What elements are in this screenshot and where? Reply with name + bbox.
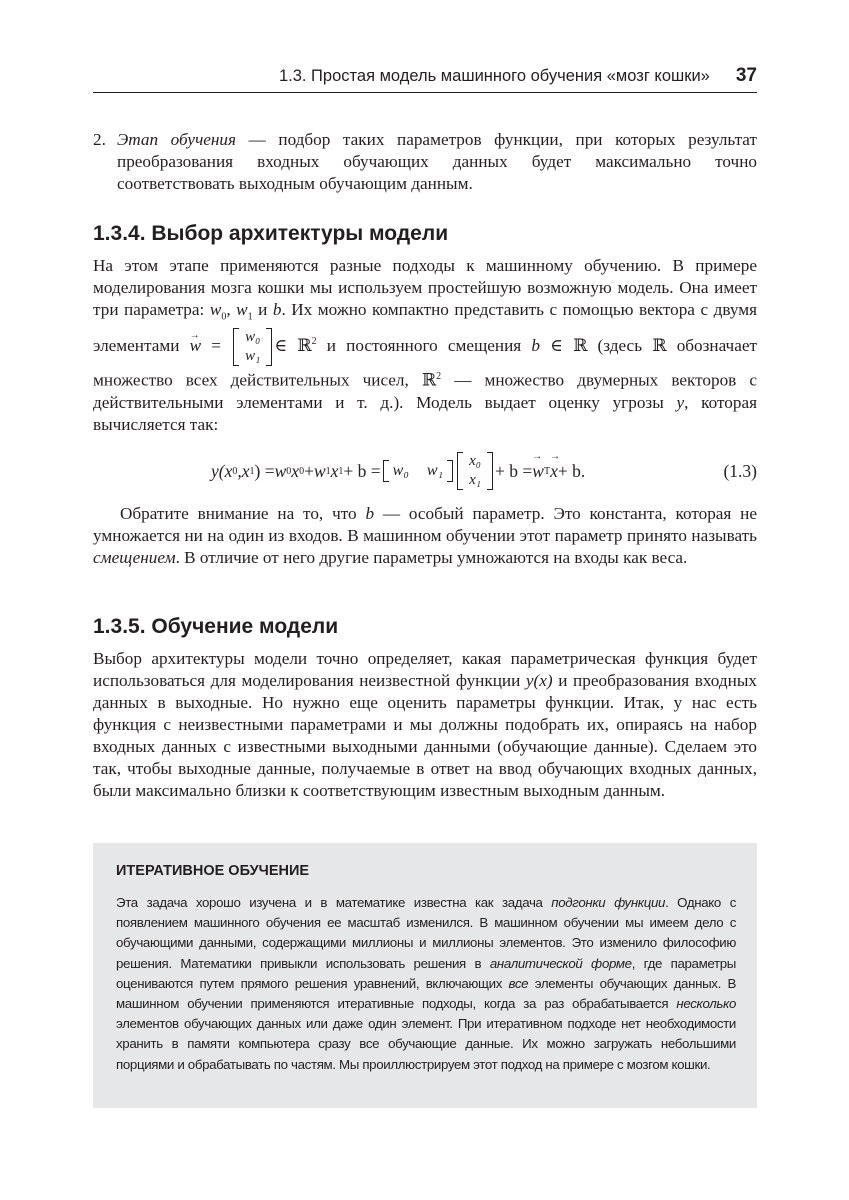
- section-heading-1-3-4: 1.3.4. Выбор архитектуры модели: [93, 222, 449, 245]
- text: ,: [226, 300, 237, 319]
- paragraph-training: [93, 648, 757, 802]
- entry: w₁: [245, 348, 261, 365]
- paragraph-bias: [93, 503, 757, 569]
- eq-sub: 0: [286, 465, 292, 477]
- text: и постоянного смещения: [316, 336, 532, 356]
- eq-part: x: [291, 460, 300, 481]
- eq-part: +: [304, 460, 314, 481]
- eq-sub: 0: [232, 465, 238, 477]
- math-b: b: [531, 336, 540, 356]
- entry: w₀: [245, 329, 261, 346]
- text: элементов обучающих данных или даже один элемент. При итеративном подходе нет необходимости хранить в памяти компьютера сразу все обучающие данные. Их можно загружать небольшими порциями и обрабатывать по частям. Мы проиллюстрируем этот подход на примере с мозгом кошки.: [116, 1016, 736, 1072]
- emphasis: подгонки функции: [551, 895, 666, 910]
- text: элементы обучающих данных. В машинном обучении применяются итеративные подходы, когда за раз обрабатывается: [116, 975, 736, 1012]
- entry: w₁: [426, 462, 444, 479]
- math-b: b: [365, 504, 375, 523]
- eq-part: w: [313, 460, 326, 481]
- math-y: y: [676, 393, 685, 413]
- entry: x₁: [469, 472, 482, 488]
- text: ∈ ℝ: [274, 336, 312, 356]
- eq-part: ,x: [237, 460, 250, 481]
- vector-w: → w: [190, 335, 201, 357]
- eq-sub: 1: [338, 465, 344, 477]
- text: , где параметры оцениваются путем прямого решения уравнений, включающих: [116, 955, 736, 991]
- text: На этом этапе применяются разные подходы к машинному обучению. В примере моделирования мозга кошки мы используем простейшую возможную модель. Она имеет три параметра:: [93, 256, 757, 319]
- text: . В отличие от него другие параметры умножаются на входы как веса.: [175, 548, 688, 567]
- section-heading-1-3-5: 1.3.5. Обучение модели: [93, 615, 339, 638]
- paragraph-architecture: [93, 255, 757, 436]
- eq-part: w: [274, 460, 287, 481]
- text: и преобразования входных данных в выходные. Но нужно еще оценить параметры функции. Итак, у нас есть функция с неизвестными параметрами и мы должны подобрать их, опираясь на набор входных данных с известными выходными данными (обучающие данные). Сделаем это так, чтобы выходные данные, получаемые в ответ на ввод обучающих входных данных, были максимально близки к соответствующим известным выходным данным.: [93, 671, 757, 800]
- eq-part: + b.: [557, 460, 586, 481]
- math-b: b: [272, 300, 282, 319]
- text: и: [252, 300, 273, 319]
- emphasis: аналитической форме: [489, 955, 632, 971]
- emphasis: несколько: [676, 996, 736, 1012]
- eq-part: → x: [550, 461, 558, 482]
- eq-part: ) =: [254, 460, 275, 481]
- item-text: — подбор таких параметров функции, при которых результат преобразования входных обучающих данных будет максимально точно соответствовать выходным обучающим данным.: [117, 130, 758, 193]
- eq-sub: 0: [299, 465, 305, 477]
- entry: x₀: [469, 453, 482, 469]
- math-w: w: [236, 300, 248, 319]
- row-vector-w: [383, 460, 453, 482]
- sidebar-text: [116, 893, 736, 1075]
- eq-sup: T: [543, 465, 551, 477]
- math-w: w: [209, 300, 222, 319]
- equation-label: (1.3): [723, 461, 757, 481]
- eq-part: → w: [532, 461, 544, 482]
- text: . Их можно компактно представить с помощью вектора с двумя элементами: [93, 300, 758, 356]
- eq-part: + b =: [495, 460, 533, 481]
- text: Эта задача хорошо изучена и в математике известна как задача: [116, 895, 552, 910]
- text: — особый параметр. Это константа, которая не умножается ни на один из входов. В машинном обучении этот параметр принято называть: [93, 504, 757, 545]
- text: , которая вычисляется так:: [93, 393, 757, 435]
- eq-sub: 1: [325, 465, 331, 477]
- running-header: [93, 60, 757, 93]
- math-y-of-x: y(x): [525, 671, 553, 690]
- eq-sub: 1: [249, 465, 255, 477]
- list-item-2: [93, 129, 757, 195]
- math-sup: 2: [436, 371, 442, 383]
- text: — множество двумерных векторов с действительными элементами и т. д.). Модель выдает оценку угрозы: [93, 371, 757, 413]
- text: . Однако с появлением машинного обучения ее масштаб изменился. В машинном обучении мы имеем дело с обучающими данными, содержащими миллионы и миллионы элементов. Это изменило философию решения. Математики привыкли использовать решения в: [116, 895, 736, 971]
- text: ∈ ℝ (здесь ℝ обозначает множество всех действительных чисел, ℝ: [93, 336, 757, 391]
- math-sup: 2: [311, 336, 317, 348]
- math-sub: 0: [221, 311, 227, 323]
- term: Этап обучения: [117, 130, 237, 149]
- running-title: 1.3. Простая модель машинного обучения «мозг кошки»: [278, 66, 710, 85]
- term: смещением: [93, 548, 176, 567]
- eq-part: + b =: [343, 460, 381, 481]
- emphasis: все: [508, 975, 529, 991]
- list-number: 2.: [93, 130, 106, 149]
- eq-part: y(x: [211, 460, 233, 481]
- sidebar-box: [93, 843, 757, 1108]
- text: =: [201, 336, 232, 356]
- math-sub: 1: [247, 311, 253, 323]
- eq-part: x: [330, 460, 339, 481]
- text: Выбор архитектуры модели точно определяет, какая параметрическая функция будет использоваться для моделирования неизвестной функции: [93, 649, 757, 690]
- sidebar-title: ИТЕРАТИВНОЕ ОБУЧЕНИЕ: [116, 863, 310, 879]
- equation-1-3: [93, 448, 757, 494]
- page-number: 37: [735, 65, 757, 86]
- column-vector-x: [457, 452, 493, 490]
- entry: w₀: [392, 462, 409, 479]
- column-vector-w: [233, 328, 272, 366]
- text: Обратите внимание на то, что: [120, 504, 366, 523]
